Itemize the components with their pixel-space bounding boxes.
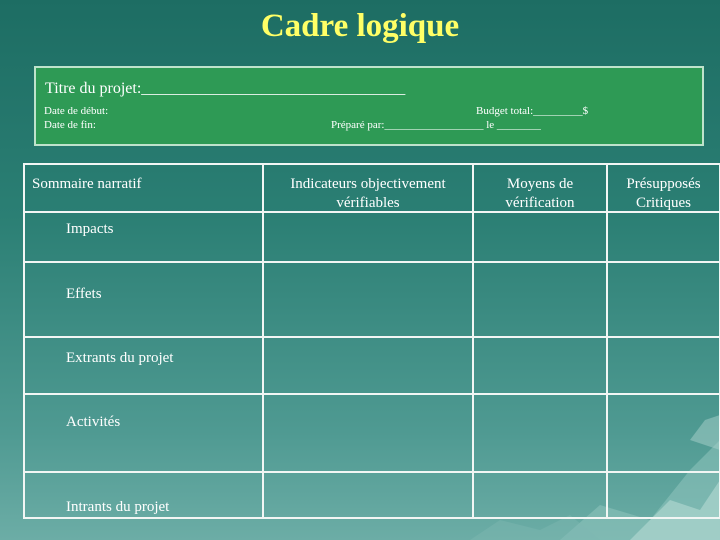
row-label-intrants: Intrants du projet (66, 499, 170, 515)
table-cell[interactable] (263, 212, 473, 262)
header-narrative-summary (24, 164, 263, 212)
slide-title: Cadre logique (260, 8, 460, 44)
project-title-field: Titre du projet:_________________________________ (45, 80, 406, 97)
table-cell[interactable] (263, 394, 473, 472)
table-cell[interactable] (473, 394, 607, 472)
row-label-cell (24, 262, 263, 337)
header-narrative-summary-label: Sommaire narratif (32, 176, 142, 192)
table-cell[interactable] (263, 337, 473, 394)
row-label-cell (24, 394, 263, 472)
logframe-table (23, 163, 720, 519)
row-label-activites: Activités (66, 414, 121, 430)
end-date-field: Date de fin: (44, 119, 96, 131)
table-cell[interactable] (607, 262, 720, 337)
table-cell[interactable] (263, 262, 473, 337)
table-row-activites (24, 394, 720, 472)
header-verification-means-label: Moyens de vérification (505, 176, 575, 211)
row-label-effets: Effets (66, 286, 102, 302)
table-row-intrants (24, 472, 720, 518)
table-cell[interactable] (473, 472, 607, 518)
header-critical-assumptions (607, 164, 720, 212)
table-cell[interactable] (607, 472, 720, 518)
table-cell[interactable] (473, 337, 607, 394)
header-verification-means (473, 164, 607, 212)
header-indicators (263, 164, 473, 212)
row-label-extrants: Extrants du projet (66, 350, 174, 366)
row-label-cell (24, 337, 263, 394)
row-label-cell (24, 212, 263, 262)
table-cell[interactable] (473, 212, 607, 262)
table-cell[interactable] (607, 394, 720, 472)
table-cell[interactable] (607, 337, 720, 394)
row-label-impacts: Impacts (66, 221, 114, 237)
header-indicators-label: Indicateurs objectivement vérifiables (290, 176, 446, 211)
table-row-extrants (24, 337, 720, 394)
header-row (24, 164, 720, 212)
table-row-impacts (24, 212, 720, 262)
project-info-box (34, 66, 704, 146)
budget-field: Budget total:_________$ (476, 105, 589, 117)
table-cell[interactable] (473, 262, 607, 337)
table-row-effets (24, 262, 720, 337)
row-label-cell (24, 472, 263, 518)
header-critical-assumptions-label: Présupposés Critiques (626, 176, 701, 211)
start-date-field: Date de début: (44, 105, 109, 117)
prepared-by-field: Préparé par:__________________ le ________ (331, 119, 541, 131)
table-cell[interactable] (607, 212, 720, 262)
table-cell[interactable] (263, 472, 473, 518)
